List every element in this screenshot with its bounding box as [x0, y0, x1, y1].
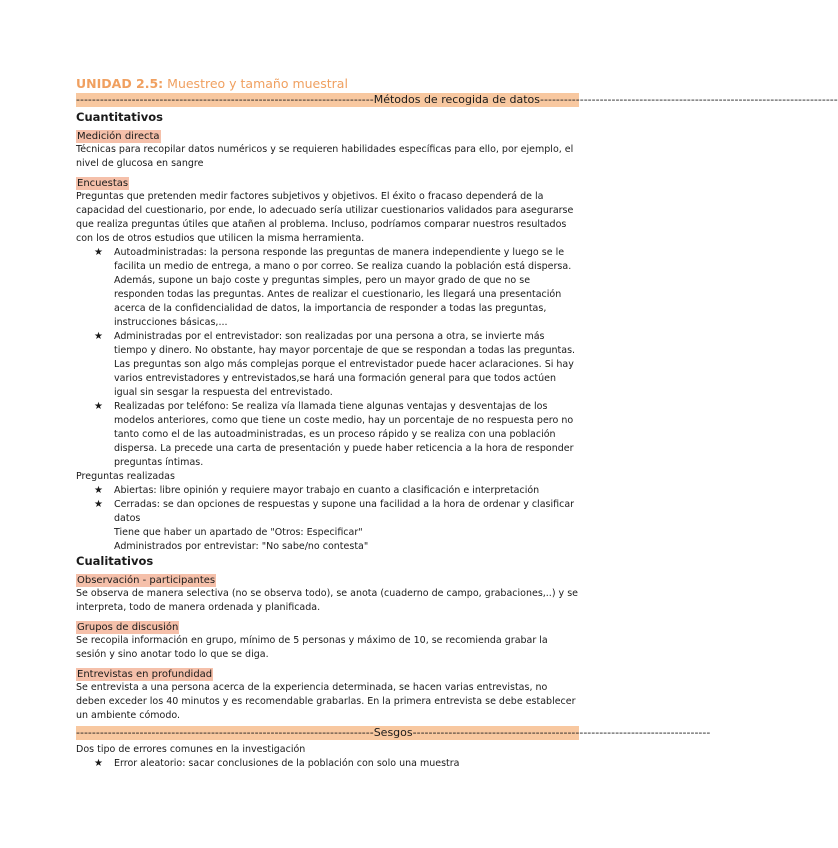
unit-number: UNIDAD 2.5:	[76, 76, 164, 91]
paragraph-medicion-directa: Técnicas para recopilar datos numéricos y se requieren habilidades específicas para ello, por ejemplo, el nivel de glucosa en sangre	[76, 144, 574, 169]
separator-label-metodos: Métodos de recogida de datos	[373, 93, 541, 106]
heading-cuantitativos: Cuantitativos	[76, 110, 163, 124]
paragraph-encuestas: Preguntas que pretenden medir factores subjetivos y objetivos. El éxito o fracaso dependerá de la capacidad del cuestionario, por ende, lo adecuado sería utilizar cuestionarios validados para asegurarse que realiza preguntas útiles que atañen al problema. Incluso, podríamos comparar nuestros resultados con los de otros estudios que utilicen la misma herramienta.	[76, 191, 574, 244]
separator-dashes-right: ---------------------------------------------------------------------------	[540, 93, 838, 106]
separator-dashes-right: ---------------------------------------------------------------------------	[412, 726, 711, 739]
document-title	[76, 76, 579, 92]
list-item-text: Cerradas: se dan opciones de respuestas y supone una facilidad a la hora de ordenar y clasificar datos	[114, 499, 575, 524]
list-item-text: Autoadministradas: la persona responde las preguntas de manera independiente y luego se le facilita un medio de entrega, a mano o por correo. Se realiza cuando la población está dispersa. Además, supone un bajo coste y preguntas simples, pero un mayor grado de que no se responden todas las preguntas. Antes de realizar el cuestionario, les llegará una presentación acerca de la confidencialidad de datos, la importancia de responder a todas las preguntas, instrucciones básicas,...	[114, 247, 572, 328]
list-item	[94, 498, 579, 526]
separator-label-sesgos: Sesgos	[373, 726, 413, 739]
list-item	[94, 400, 579, 470]
subheading-grupos-discusion: Grupos de discusión	[77, 622, 179, 633]
list-item-text: Administradas por el entrevistador: son realizadas por una persona a otra, se invierte más tiempo y dinero. No obstante, hay mayor porcentaje de que se respondan a todas las preguntas. Las preguntas son algo más complejas porque el entrevistador puede hacer aclaraciones. Si hay varios entrevistadores y entrevistados,se hará una formación general para que todos actúen igual sin sesgar la respuesta del entrevistado.	[114, 331, 576, 398]
star-bullet-icon: ★	[94, 401, 103, 412]
separator-dashes-left: ---------------------------------------------------------------------------	[76, 726, 374, 739]
list-item-text: Realizadas por teléfono: Se realiza vía llamada tiene algunas ventajas y desventajas de los modelos anteriores, como que tiene un coste medio, hay un porcentaje de no respuesta pero no tanto como el de las autoadministradas, es un proceso rápido y se realiza con una población dispersa. La precede una carta de presentación y puede haber reticencia a la hora de responder preguntas íntimas.	[114, 401, 574, 468]
list-sesgos	[76, 757, 579, 771]
star-bullet-icon: ★	[94, 485, 103, 496]
subheading-medicion-directa: Medición directa	[77, 131, 160, 142]
star-bullet-icon: ★	[94, 758, 103, 769]
heading-preguntas-realizadas: Preguntas realizadas	[76, 471, 175, 482]
star-bullet-icon: ★	[94, 499, 103, 510]
section-separator-sesgos	[76, 726, 711, 740]
star-bullet-icon: ★	[94, 247, 103, 258]
subheading-entrevistas: Entrevistas en profundidad	[77, 669, 213, 680]
list-encuestas	[76, 246, 579, 470]
list-item	[94, 484, 579, 498]
subheading-encuestas: Encuestas	[77, 178, 129, 189]
sub-note-no-sabe: Administrados por entrevistar: "No sabe/no contesta"	[114, 541, 369, 552]
subheading-observacion: Observación - participantes	[77, 575, 216, 586]
paragraph-entrevistas: Se entrevista a una persona acerca de la experiencia determinada, se hacen varias entrevistas, no deben exceder los 40 minutos y es recomendable grabarlas. En la primera entrevista se debe establecer un ambiente cómodo.	[76, 682, 576, 721]
sub-note-otros: Tiene que haber un apartado de "Otros: Especificar"	[114, 527, 363, 538]
paragraph-observacion: Se observa de manera selectiva (no se observa todo), se anota (cuaderno de campo, grabaciones,..) y se interpreta, todo de manera ordenada y planificada.	[76, 588, 578, 613]
separator-dashes-left: ---------------------------------------------------------------------------	[76, 93, 374, 106]
heading-cualitativos: Cualitativos	[76, 554, 154, 568]
paragraph-grupos-discusion: Se recopila información en grupo, mínimo de 5 personas y máximo de 10, se recomienda grabar la sesión y sino anotar todo lo que se diga.	[76, 635, 548, 660]
list-item-text: Abiertas: libre opinión y requiere mayor trabajo en cuanto a clasificación e interpretación	[114, 485, 540, 496]
list-item	[94, 246, 579, 330]
paragraph-sesgos: Dos tipo de errores comunes en la investigación	[76, 744, 306, 755]
list-item-text: Error aleatorio: sacar conclusiones de la población con solo una muestra	[114, 758, 460, 769]
star-bullet-icon: ★	[94, 331, 103, 342]
list-item	[94, 330, 579, 400]
unit-title: Muestreo y tamaño muestral	[163, 76, 348, 91]
section-separator-metodos	[76, 93, 838, 107]
list-item	[94, 757, 579, 771]
list-preguntas	[76, 484, 579, 526]
